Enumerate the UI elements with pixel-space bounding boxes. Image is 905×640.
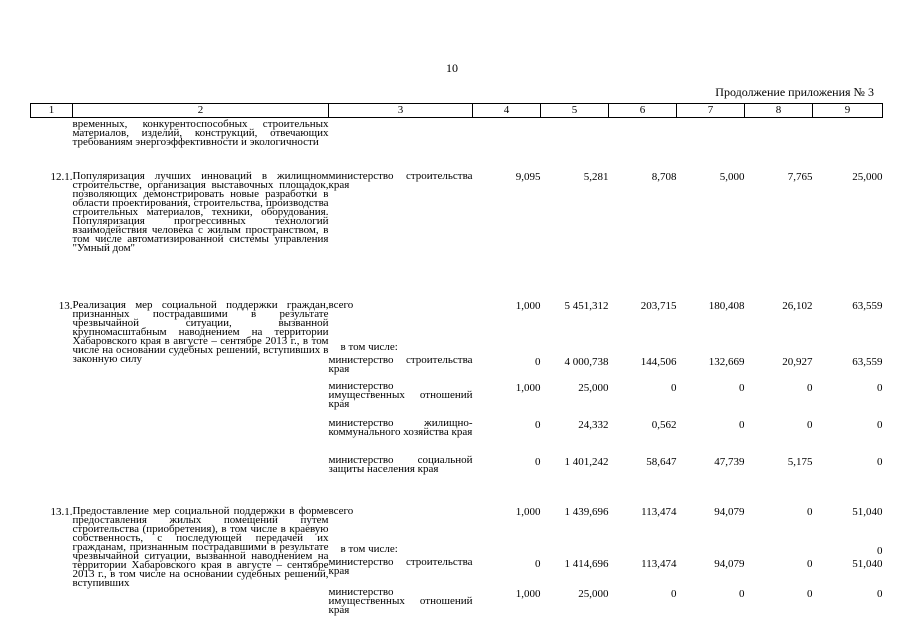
- value-cell: 25,000: [578, 588, 609, 600]
- responsible-organization: всего: [328, 505, 354, 517]
- value-cell: 0: [807, 506, 813, 518]
- col-header: 5: [541, 104, 609, 118]
- value-cell: [813, 118, 883, 162]
- value-cell: 0: [535, 558, 541, 570]
- row-description: Реализация мер социальной поддержки граждан, признанных пострадавшими в результате чрезвычайной ситуации, вызванной крупномасштабным наводнением на территории Хабаровского края в августе – сентябре 2013 г., в том числе на основании судебных решений, вступивших в законную силу: [72, 299, 329, 365]
- value-cell: 180,408: [708, 300, 745, 312]
- value-cell: 63,559: [852, 356, 883, 368]
- value-cell: 94,079: [714, 558, 745, 570]
- value-cell: 0: [535, 456, 541, 468]
- value-cell: 0: [807, 419, 813, 431]
- value-cell: [745, 545, 813, 558]
- value-cell: [473, 343, 541, 356]
- value-cell: 25,000: [578, 382, 609, 394]
- value-cell: 5,281: [583, 171, 609, 183]
- value-cell: 9,095: [515, 171, 541, 183]
- value-cell: [745, 343, 813, 356]
- value-cell: 26,102: [782, 300, 813, 312]
- col-header: 4: [473, 104, 541, 118]
- responsible-organization: министерство имущественных отношений края: [328, 586, 473, 616]
- value-cell: 58,647: [646, 456, 677, 468]
- value-cell: 8,708: [651, 171, 677, 183]
- value-cell: 0,562: [651, 419, 677, 431]
- continuation-caption: Продолжение приложения № 3: [715, 85, 874, 99]
- table-row: [31, 290, 883, 343]
- table-row: [31, 496, 883, 545]
- col-header: 8: [745, 104, 813, 118]
- appendix-table: [30, 103, 883, 618]
- value-cell: 0: [739, 382, 745, 394]
- responsible-organization: [329, 118, 473, 162]
- table-row: [31, 118, 883, 162]
- value-cell: 24,332: [578, 419, 609, 431]
- responsible-organization: в том числе:: [340, 543, 398, 555]
- col-header: 9: [813, 104, 883, 118]
- value-cell: 132,669: [708, 356, 745, 368]
- col-header: 7: [677, 104, 745, 118]
- value-cell: 1,000: [515, 382, 541, 394]
- value-cell: 5,000: [719, 171, 745, 183]
- value-cell: 47,739: [714, 456, 745, 468]
- responsible-organization: министерство строительства края: [328, 556, 473, 577]
- value-cell: 0: [807, 382, 813, 394]
- row-number: 13.: [58, 300, 73, 312]
- value-cell: [609, 343, 677, 356]
- value-cell: 0: [877, 588, 883, 600]
- value-cell: 0: [535, 419, 541, 431]
- row-description: временных, конкурентоспособных строительных материалов, изделий, конструкций, отвечающих требованиям энергоэффективности и экологичности: [72, 118, 329, 148]
- value-cell: 1,000: [515, 506, 541, 518]
- value-cell: 0: [535, 356, 541, 368]
- value-cell: 0: [671, 382, 677, 394]
- value-cell: 0: [671, 588, 677, 600]
- value-cell: 20,927: [782, 356, 813, 368]
- page-number: 10: [446, 61, 458, 75]
- value-cell: [541, 545, 609, 558]
- responsible-organization: министерство социальной защиты населения края: [328, 454, 473, 475]
- value-cell: 0: [739, 419, 745, 431]
- value-cell: 1,000: [515, 300, 541, 312]
- value-cell: [609, 545, 677, 558]
- value-cell: [745, 118, 813, 162]
- responsible-organization: министерство строительства края: [328, 170, 473, 191]
- value-cell: 0: [877, 382, 883, 394]
- value-cell: 113,474: [641, 558, 677, 570]
- table-row: [31, 161, 883, 290]
- row-number: [31, 118, 73, 162]
- value-cell: 0: [739, 588, 745, 600]
- value-cell: 51,040: [852, 558, 883, 570]
- value-cell: [541, 118, 609, 162]
- value-cell: [677, 118, 745, 162]
- value-cell: 1 414,696: [564, 558, 609, 570]
- value-cell: [473, 118, 541, 162]
- value-cell: 0: [877, 419, 883, 431]
- value-cell: [677, 343, 745, 356]
- col-header: 1: [31, 104, 73, 118]
- header-row: [31, 104, 883, 118]
- row-number: 12.1.: [50, 171, 73, 183]
- value-cell: 1 401,242: [564, 456, 609, 468]
- responsible-organization: министерство строительства края: [328, 354, 473, 375]
- value-cell: 1 439,696: [564, 506, 609, 518]
- value-cell: [677, 545, 745, 558]
- row-number: 13.1.: [50, 506, 73, 518]
- table-body: [31, 118, 883, 619]
- col-header: 6: [609, 104, 677, 118]
- value-cell: 5 451,312: [564, 300, 609, 312]
- responsible-organization: всего: [328, 299, 354, 311]
- col-header: 3: [329, 104, 473, 118]
- value-cell: 4 000,738: [564, 356, 609, 368]
- value-cell: 113,474: [641, 506, 677, 518]
- value-cell: 0: [877, 545, 883, 557]
- col-header: 2: [73, 104, 329, 118]
- value-cell: 5,175: [787, 456, 813, 468]
- value-cell: 94,079: [714, 506, 745, 518]
- value-cell: 0: [807, 588, 813, 600]
- value-cell: 203,715: [640, 300, 677, 312]
- value-cell: 0: [877, 456, 883, 468]
- value-cell: 144,506: [640, 356, 677, 368]
- value-cell: 63,559: [852, 300, 883, 312]
- responsible-organization: в том числе:: [340, 341, 398, 353]
- row-description: Популяризация лучших инноваций в жилищном строительстве, организация выставочных площадок, позволяющих демонстрировать новые разработки в области проектирования, строительства, производства строительных материалов, техники, оборудования. Популяризация прогрессивных технологий взаимодействия человека с жилым пространством, в том числе автоматизированной системы управления "Умный дом": [72, 170, 329, 254]
- value-cell: [541, 343, 609, 356]
- value-cell: [609, 118, 677, 162]
- value-cell: 51,040: [852, 506, 883, 518]
- value-cell: 25,000: [852, 171, 883, 183]
- value-cell: 1,000: [515, 588, 541, 600]
- value-cell: [473, 545, 541, 558]
- value-cell: 0: [807, 558, 813, 570]
- responsible-organization: министерство имущественных отношений края: [328, 380, 473, 410]
- responsible-organization: министерство жилищно-коммунального хозяйства края: [328, 417, 473, 438]
- value-cell: 7,765: [787, 171, 813, 183]
- value-cell: [813, 343, 883, 356]
- row-description: Предоставление мер социальной поддержки в форме предоставления жилых помещений путем строительства (приобретения), в том числе в краевую собственность, с последующей передачей их гражданам, признанным пострадавшими в результате чрезвычайной ситуации, вызванной наводнением на территории Хабаровского края в августе – сентябре 2013 г., в том числе на основании судебных решений, вступивших: [72, 505, 329, 589]
